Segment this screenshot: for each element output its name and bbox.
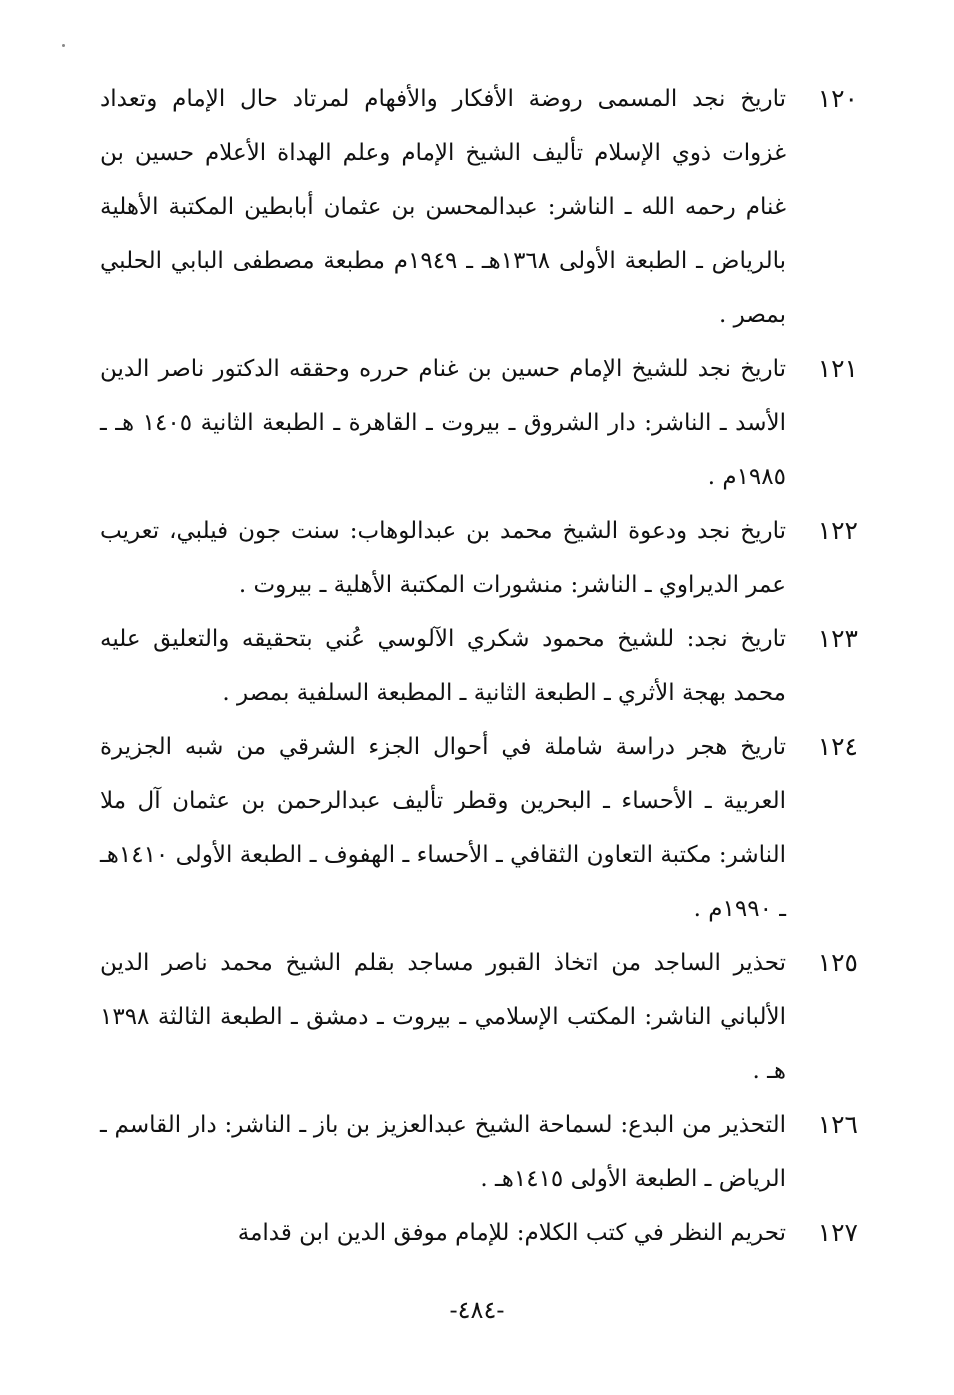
bibliography-entry xyxy=(100,504,858,612)
entry-number: ١٢١ xyxy=(817,354,858,383)
entry-text: التحذير من البدع: لسماحة الشيخ عبدالعزيز بن باز ـ الناشر: دار القاسم ـ الرياض ـ الطبعة الأولى ١٤١٥هـ . xyxy=(100,1112,786,1192)
entry-number: ١٢٤ xyxy=(817,732,858,761)
entry-number: ١٢٢ xyxy=(817,516,858,545)
entry-number: ١٢٧ xyxy=(817,1218,858,1247)
entry-text: تحذير الساجد من اتخاذ القبور مساجد بقلم الشيخ محمد ناصر الدين الألباني الناشر: المكتب الإسلامي ـ بيروت ـ دمشق ـ الطبعة الثالثة ١٣٩٨ هـ . xyxy=(100,950,786,1084)
entry-number: ١٢٥ xyxy=(817,948,858,977)
entry-number: ١٢٣ xyxy=(817,624,858,653)
entry-number: ١٢٦ xyxy=(817,1110,858,1139)
bibliography-entry xyxy=(100,936,858,1098)
entry-text: تاريخ نجد ودعوة الشيخ محمد بن عبدالوهاب: سنت جون فيلبي، تعريب عمر الديراوي ـ الناشر: منشورات المكتبة الأهلية ـ بيروت . xyxy=(100,518,786,598)
entry-text: تاريخ نجد: للشيخ محمود شكري الآلوسي عُني بتحقيقه والتعليق عليه محمد بهجة الأثري ـ الطبعة الثانية ـ المطبعة السلفية بمصر . xyxy=(100,626,786,706)
bibliography-entry xyxy=(100,1206,858,1260)
entry-text: تاريخ نجد للشيخ الإمام حسين بن غنام حرره وحققه الدكتور ناصر الدين الأسد ـ الناشر: دار الشروق ـ بيروت ـ القاهرة ـ الطبعة الثانية ١٤٠٥ هـ ـ ١٩٨٥م . xyxy=(100,356,786,490)
entry-number: ١٢٠ xyxy=(817,84,858,113)
entry-text: تاريخ هجر دراسة شاملة في أحوال الجزء الشرقي من شبه الجزيرة العربية ـ الأحساء ـ البحرين وقطر تأليف عبدالرحمن بن عثمان آل ملا الناشر: مكتبة التعاون الثقافي ـ الأحساء ـ الهفوف ـ الطبعة الأولى ١٤١٠هـ ـ ١٩٩٠م . xyxy=(100,734,786,922)
scan-speck xyxy=(62,44,65,47)
bibliography-entry xyxy=(100,612,858,720)
bibliography-entry xyxy=(100,342,858,504)
bibliography-entry xyxy=(100,72,858,342)
entry-text: تاريخ نجد المسمى روضة الأفكار والأفهام لمرتاد حال الإمام وتعداد غزوات ذوي الإسلام تأليف الشيخ الإمام وعلم الهداة الأعلام حسين بن غنام رحمه الله ـ الناشر: عبدالمحسن بن عثمان أبابطين المكتبة الأهلية بالرياض ـ الطبعة الأولى ١٣٦٨هـ ـ ١٩٤٩م مطبعة مصطفى البابي الحلبي بمصر . xyxy=(100,86,786,328)
bibliography-list xyxy=(100,72,858,1260)
bibliography-entry xyxy=(100,720,858,936)
page-number: -٤٨٤- xyxy=(449,1296,505,1324)
entry-text: تحريم النظر في كتب الكلام: للإمام موفق الدين ابن قدامة xyxy=(237,1220,786,1246)
bibliography-entry xyxy=(100,1098,858,1206)
